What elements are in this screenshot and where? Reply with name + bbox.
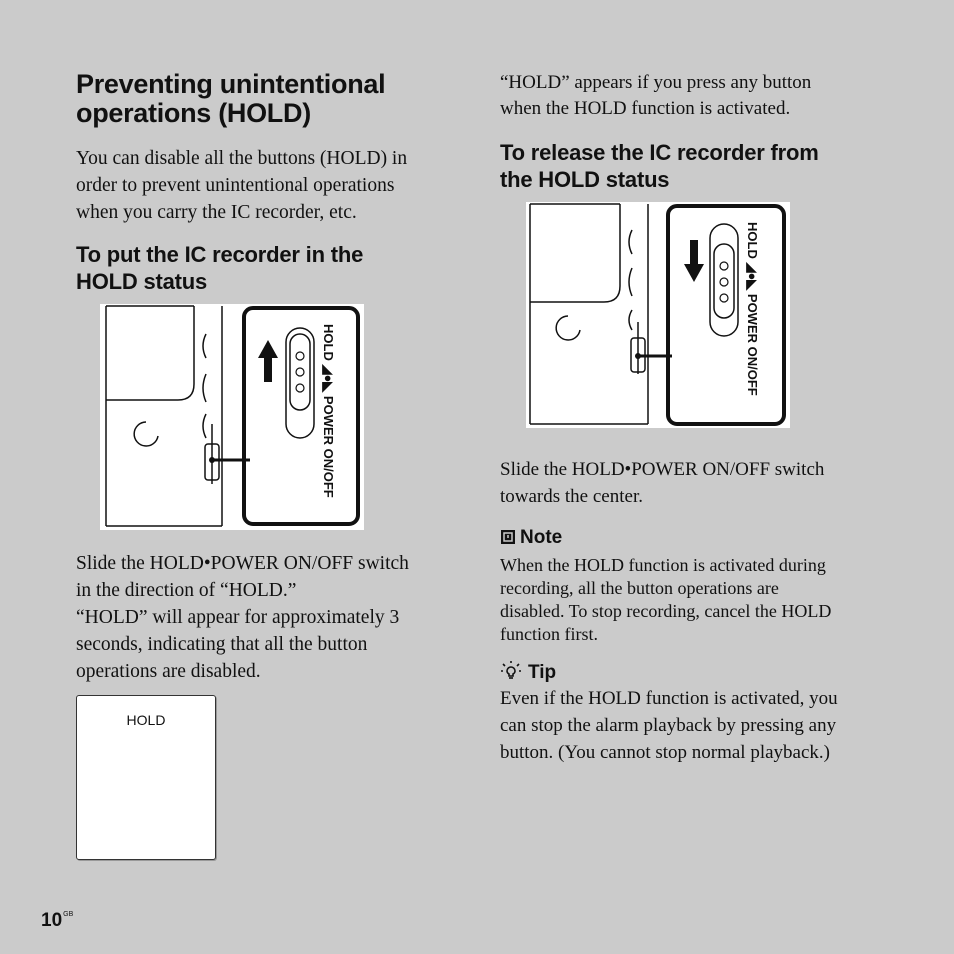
section-heading-release bbox=[500, 139, 900, 193]
note-line-2: recording, all the button operations are bbox=[500, 578, 779, 598]
hold-instructions-line-4: seconds, indicating that all the button bbox=[76, 634, 368, 655]
note-line-4: function first. bbox=[500, 624, 598, 644]
tip-title: Tip bbox=[528, 662, 557, 683]
hold-appears-line-2: when the HOLD function is activated. bbox=[500, 98, 791, 119]
release-illustration bbox=[526, 202, 790, 428]
tip-line-2: can stop the alarm playback by pressing any bbox=[500, 715, 837, 736]
tip-line-1: Even if the HOLD function is activated, you bbox=[500, 688, 838, 709]
intro-line-2: order to prevent unintentional operations bbox=[76, 175, 395, 196]
section-heading-release-line-2: the HOLD status bbox=[500, 167, 670, 192]
tip-heading bbox=[500, 660, 700, 684]
hold-instructions-line-1: Slide the HOLD•POWER ON/OFF switch bbox=[76, 553, 409, 574]
hold-instructions-line-2: in the direction of “HOLD.” bbox=[76, 580, 297, 601]
page-number bbox=[41, 910, 73, 932]
switch-label: HOLD ◢●◣ POWER ON/OFF bbox=[745, 222, 760, 396]
note-heading bbox=[500, 527, 700, 549]
page-title-line-2: operations (HOLD) bbox=[76, 98, 311, 128]
note-line-3: disabled. To stop recording, cancel the HOLD bbox=[500, 601, 832, 621]
hold-instructions-line-5: operations are disabled. bbox=[76, 661, 261, 682]
intro-paragraph bbox=[76, 145, 466, 226]
note-icon bbox=[500, 529, 516, 545]
note-title: Note bbox=[520, 527, 563, 548]
hold-appears-paragraph bbox=[500, 70, 900, 122]
page-number-suffix: GB bbox=[63, 911, 74, 918]
page-number-value: 10 bbox=[41, 910, 63, 931]
note-text bbox=[500, 554, 900, 646]
intro-line-3: when you carry the IC recorder, etc. bbox=[76, 202, 357, 223]
section-heading-hold bbox=[76, 241, 466, 295]
tip-text bbox=[500, 685, 900, 766]
section-heading-release-line-1: To release the IC recorder from bbox=[500, 140, 819, 165]
hold-appears-line-1: “HOLD” appears if you press any button bbox=[500, 72, 812, 93]
release-instructions-line-2: towards the center. bbox=[500, 486, 643, 507]
page-title-line-1: Preventing unintentional bbox=[76, 69, 386, 99]
release-instructions-line-1: Slide the HOLD•POWER ON/OFF switch bbox=[500, 459, 825, 480]
tip-line-3: button. (You cannot stop normal playback.) bbox=[500, 742, 830, 763]
hold-instructions bbox=[76, 550, 466, 685]
hold-illustration bbox=[100, 304, 364, 530]
page-title bbox=[76, 70, 476, 128]
display-text: HOLD bbox=[126, 712, 166, 728]
lightbulb-icon bbox=[500, 660, 522, 682]
release-instructions bbox=[500, 456, 900, 510]
intro-line-1: You can disable all the buttons (HOLD) in bbox=[76, 148, 408, 169]
switch-label: HOLD ◢●◣ POWER ON/OFF bbox=[321, 324, 336, 498]
section-heading-hold-line-1: To put the IC recorder in the bbox=[76, 242, 364, 267]
section-heading-hold-line-2: HOLD status bbox=[76, 269, 208, 294]
note-line-1: When the HOLD function is activated during bbox=[500, 555, 826, 575]
display-screen bbox=[76, 695, 216, 860]
hold-instructions-line-3: “HOLD” will appear for approximately 3 bbox=[76, 607, 400, 628]
